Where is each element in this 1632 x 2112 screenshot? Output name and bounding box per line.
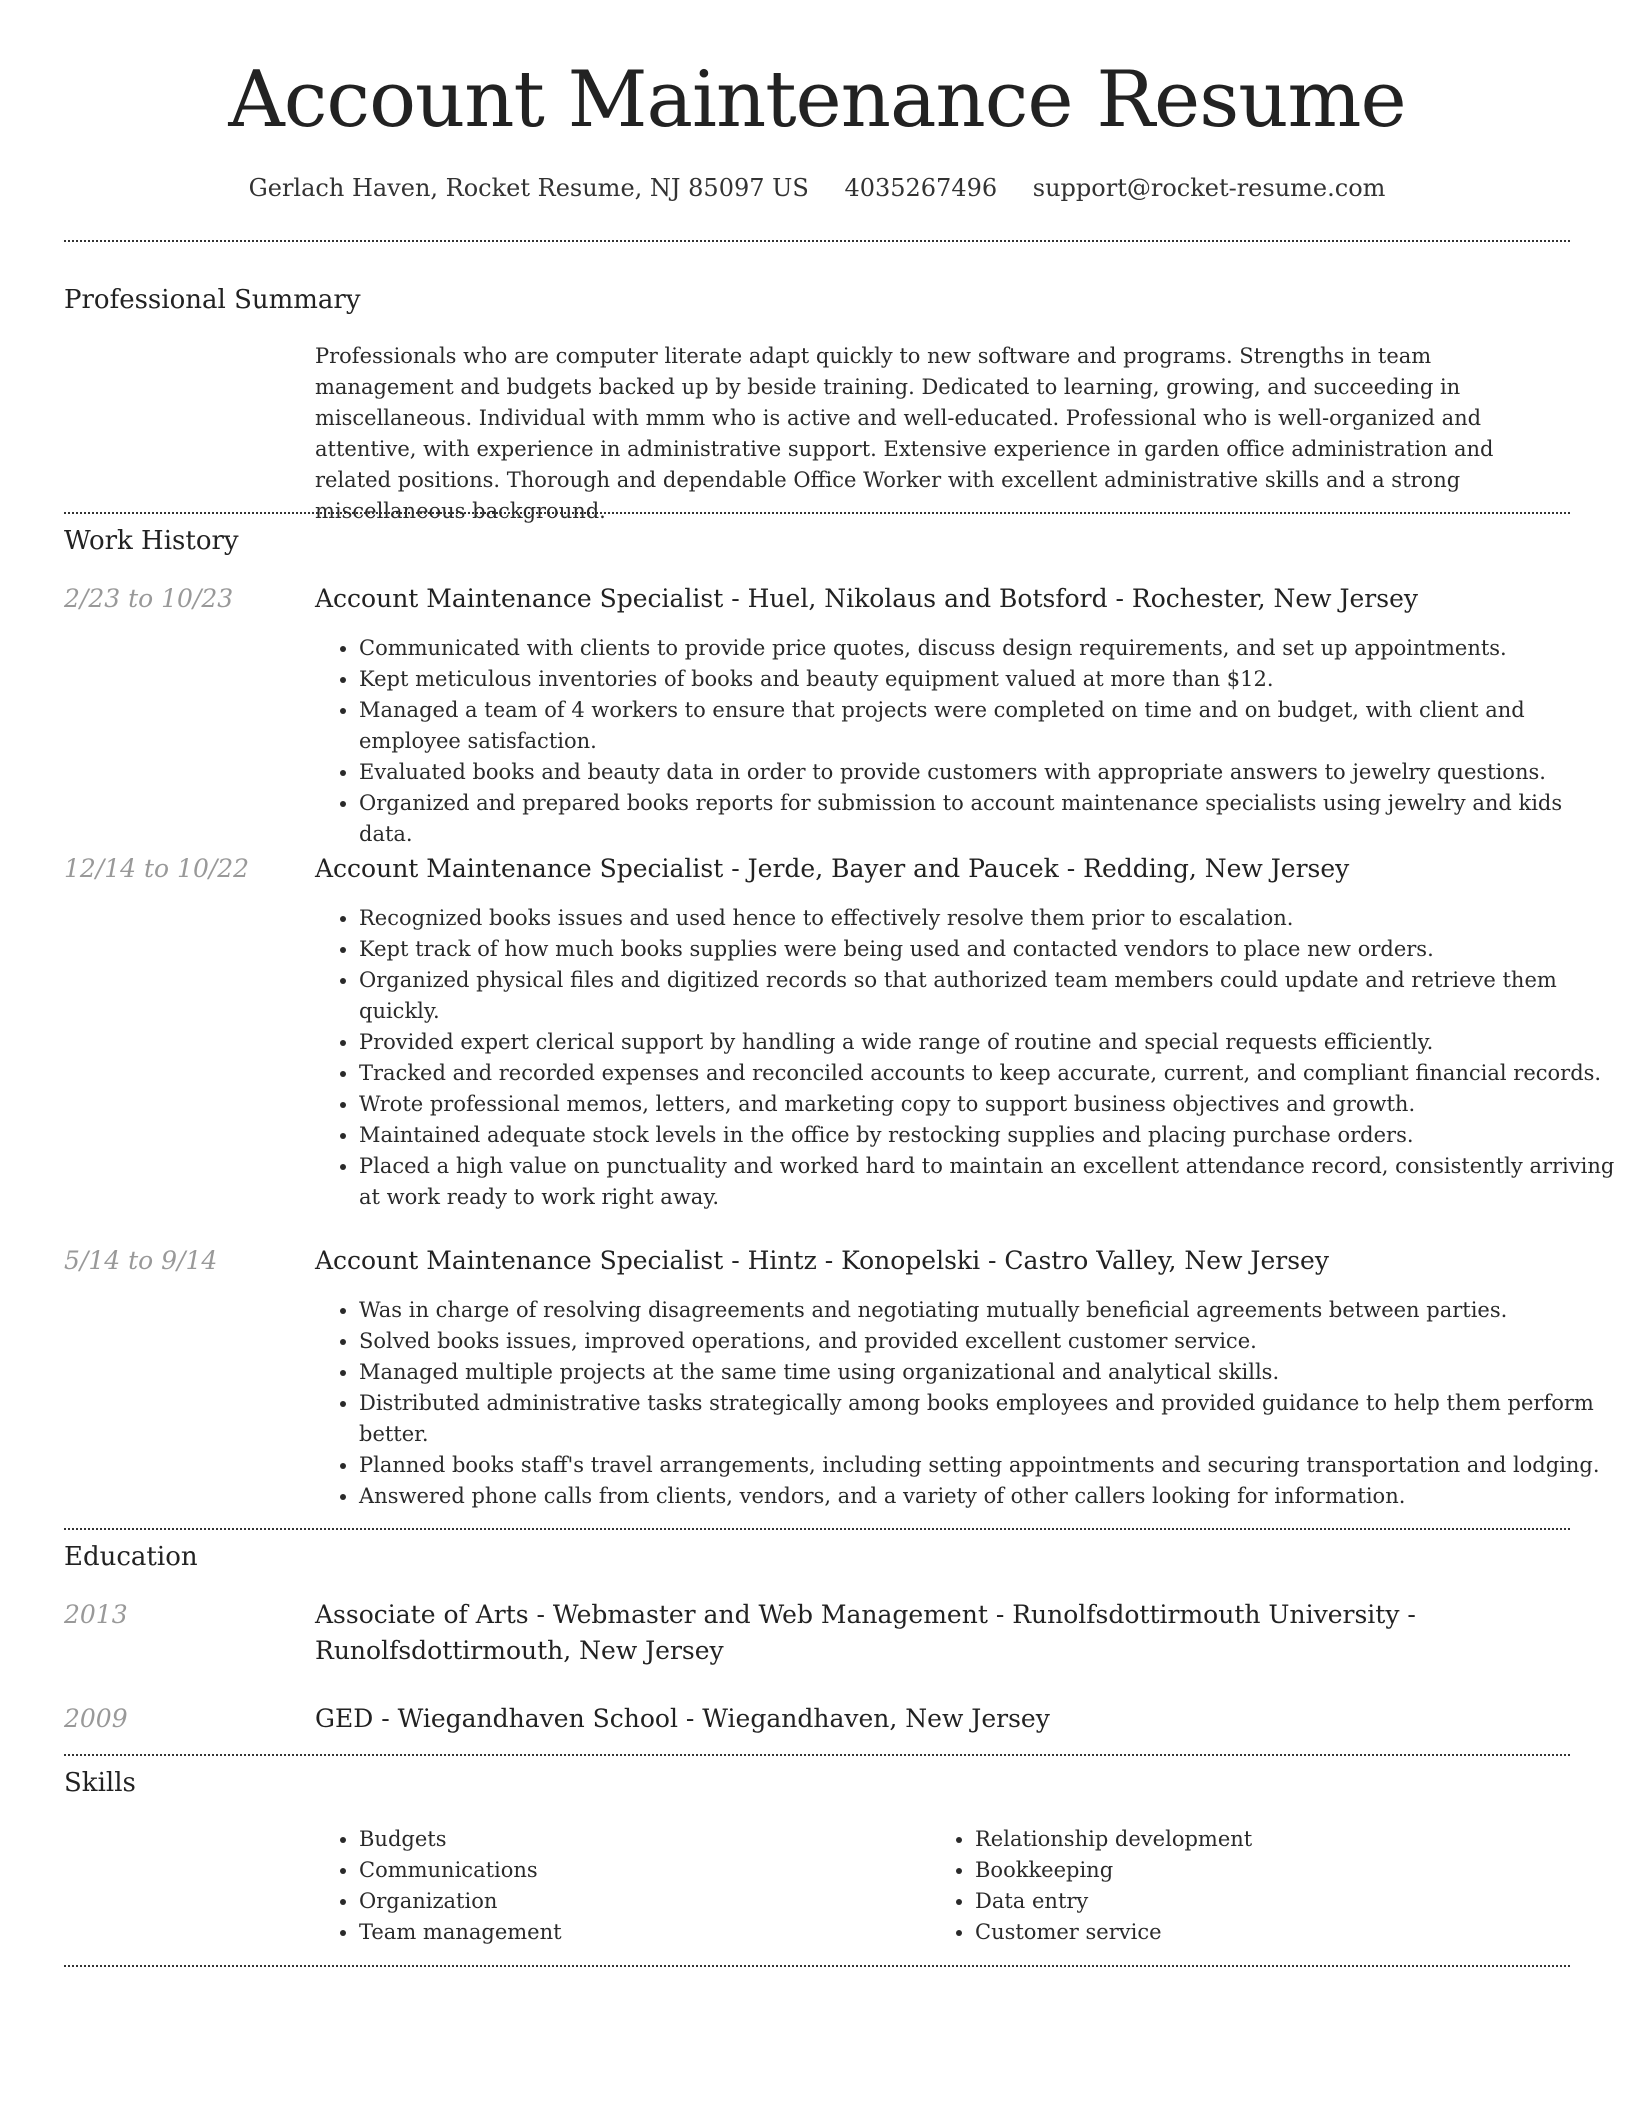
job-bullet: • Recognized books issues and used hence to effectively resolve them prior to escalation. (359, 903, 1619, 934)
job-title: Account Maintenance Specialist - Hintz - Konopelski - Castro Valley, New Jersey (315, 1246, 1329, 1275)
job-bullets (315, 903, 1619, 1213)
job-bullet: • Communicated with clients to provide price quotes, discuss design requirements, and set up appointments. (359, 633, 1619, 664)
job-bullet: • Managed a team of 4 workers to ensure that projects were completed on time and on budget, with client and employee satisfaction. (359, 695, 1619, 757)
job-bullet: • Was in charge of resolving disagreements and negotiating mutually beneficial agreements between parties. (359, 1295, 1619, 1326)
contact-line (64, 172, 1570, 204)
job-bullet: • Tracked and recorded expenses and reconciled accounts to keep accurate, current, and compliant financial records. (359, 1058, 1619, 1089)
skill-item: • Customer service (975, 1917, 1535, 1948)
job-bullet: • Provided expert clerical support by handling a wide range of routine and special requests efficiently. (359, 1027, 1619, 1058)
job-bullet: • Wrote professional memos, letters, and marketing copy to support business objectives and growth. (359, 1089, 1619, 1120)
skill-item: • Bookkeeping (975, 1855, 1535, 1886)
skill-item: • Communications (359, 1855, 919, 1886)
section-title-skills: Skills (64, 1768, 136, 1798)
section-title-work-history: Work History (64, 526, 239, 556)
job-bullet: • Placed a high value on punctuality and worked hard to maintain an excellent attendance record, consistently arriving at work ready to work right away. (359, 1151, 1619, 1213)
job-bullets (315, 1295, 1619, 1512)
contact-phone: 4035267496 (844, 174, 998, 202)
section-divider (64, 1965, 1570, 1967)
job-dates: 2/23 to 10/23 (64, 584, 234, 613)
job-title: Account Maintenance Specialist - Jerde, Bayer and Paucek - Redding, New Jersey (315, 854, 1350, 883)
education-title: Associate of Arts - Webmaster and Web Management - Runolfsdottirmouth University - Runolfsdottirmouth, New Jersey (315, 1600, 1416, 1665)
skill-item: • Organization (359, 1886, 919, 1917)
section-divider (64, 240, 1570, 242)
job-bullets (315, 633, 1619, 850)
section-divider (64, 1754, 1570, 1756)
job-bullet: • Organized and prepared books reports for submission to account maintenance specialists using jewelry and kids data. (359, 788, 1619, 850)
resume-header (64, 0, 1570, 204)
job-bullet: • Organized physical files and digitized records so that authorized team members could update and retrieve them quickly. (359, 965, 1619, 1027)
skills-list-left (315, 1824, 919, 1948)
skill-item: • Relationship development (975, 1824, 1535, 1855)
education-title: GED - Wiegandhaven School - Wiegandhaven, New Jersey (315, 1704, 1050, 1733)
job-title: Account Maintenance Specialist - Huel, Nikolaus and Botsford - Rochester, New Jersey (315, 584, 1418, 613)
section-divider (64, 512, 1570, 514)
section-divider (64, 1528, 1570, 1530)
summary-text: Professionals who are computer literate adapt quickly to new software and programs. Strengths in team management and budgets backed up by beside training. Dedicated to learning, growing, and succeeding in miscellaneous. Individual with mmm who is active and well-educated. Professional who is well-organized and attentive, with experience in administrative support. Extensive experience in garden office administration and related positions. Thorough and dependable Office Worker with excellent administrative skills and a strong miscellaneous background. (315, 344, 1494, 523)
job-bullet: • Solved books issues, improved operations, and provided excellent customer service. (359, 1326, 1619, 1357)
job-bullet: • Evaluated books and beauty data in order to provide customers with appropriate answers to jewelry questions. (359, 757, 1619, 788)
contact-address: Gerlach Haven, Rocket Resume, NJ 85097 US (248, 174, 809, 202)
education-year: 2009 (64, 1704, 128, 1733)
job-bullet: • Answered phone calls from clients, vendors, and a variety of other callers looking for information. (359, 1481, 1619, 1512)
section-title-summary: Professional Summary (64, 285, 361, 315)
job-bullet: • Planned books staff's travel arrangements, including setting appointments and securing transportation and lodging. (359, 1450, 1619, 1481)
skill-item: • Team management (359, 1917, 919, 1948)
job-bullet: • Kept track of how much books supplies were being used and contacted vendors to place new orders. (359, 934, 1619, 965)
job-bullet: • Kept meticulous inventories of books and beauty equipment valued at more than $12. (359, 664, 1619, 695)
contact-email: support@rocket-resume.com (1032, 174, 1386, 202)
skills-list-right (931, 1824, 1535, 1948)
education-year: 2013 (64, 1600, 128, 1629)
job-dates: 5/14 to 9/14 (64, 1246, 218, 1275)
skill-item: • Data entry (975, 1886, 1535, 1917)
job-dates: 12/14 to 10/22 (64, 854, 250, 883)
job-bullet: • Maintained adequate stock levels in the office by restocking supplies and placing purchase orders. (359, 1120, 1619, 1151)
job-bullet: • Managed multiple projects at the same time using organizational and analytical skills. (359, 1357, 1619, 1388)
resume-title: Account Maintenance Resume (228, 55, 1406, 145)
skill-item: • Budgets (359, 1824, 919, 1855)
section-title-education: Education (64, 1542, 198, 1572)
job-bullet: • Distributed administrative tasks strategically among books employees and provided guidance to help them perform better. (359, 1388, 1619, 1450)
